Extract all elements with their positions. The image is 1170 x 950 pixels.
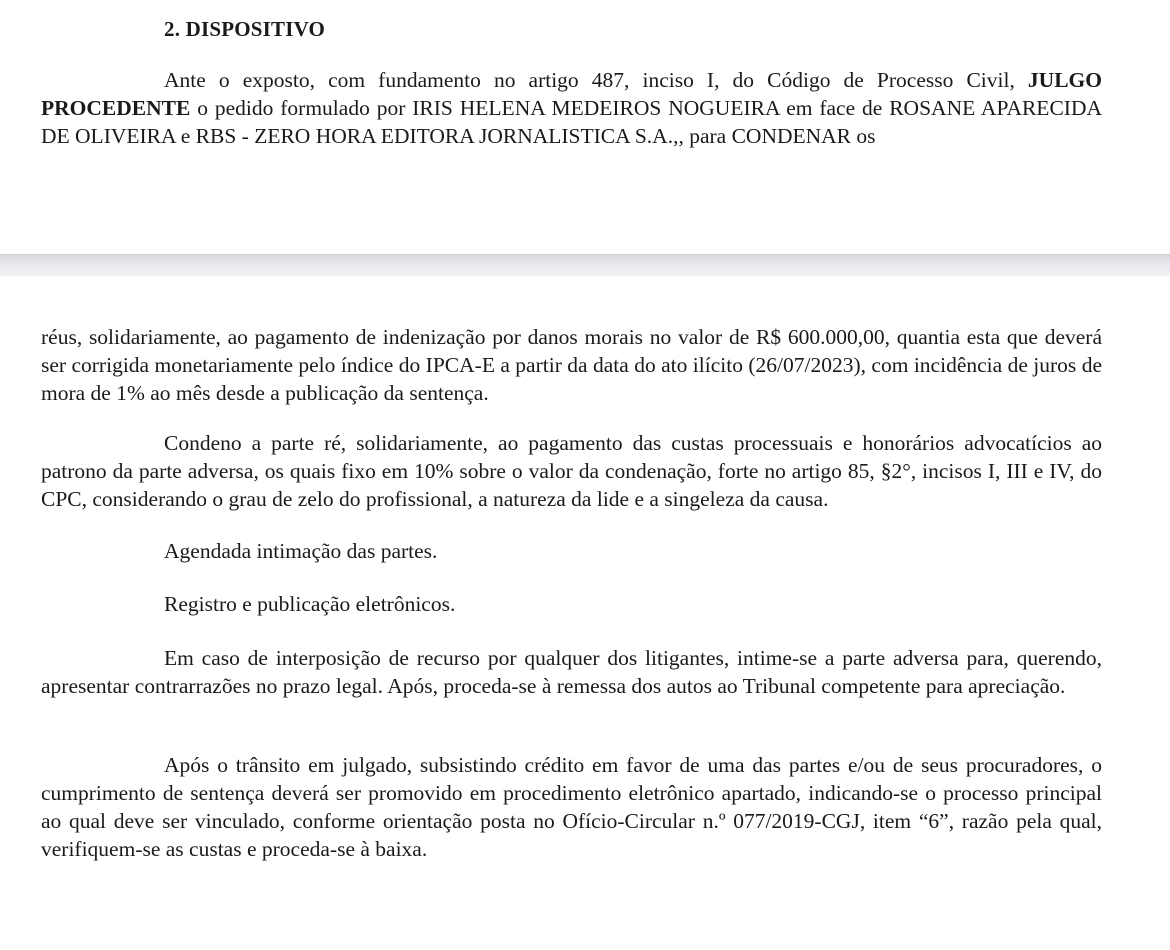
condemnation-paragraph: réus, solidariamente, ao pagamento de indenização por danos morais no valor de R$ 600.000,00, quantia esta que deverá ser corrigida monetariamente pelo índice do IPCA-E a partir da data do ato ilícito (26/07/2023), com incidência de juros de mora de 1% ao mês desde a publicação da sentença. (41, 325, 1102, 405)
document-page-1 (0, 0, 1170, 254)
paragraph-rest-text: o pedido formulado por IRIS HELENA MEDEIROS NOGUEIRA em face de ROSANE APARECIDA DE OLIVEIRA e RBS - ZERO HORA EDITORA JORNALISTICA S.A.,, para CONDENAR os (41, 96, 1102, 148)
intimation-paragraph: Agendada intimação das partes. (164, 539, 438, 563)
julgo-procedente-text: JULGO PROCEDENTE (41, 68, 1102, 120)
paragraph-intro-text: Ante o exposto, com fundamento no artigo 487, inciso I, do Código de Processo Civil, (164, 68, 1028, 92)
final-judgment-paragraph: Após o trânsito em julgado, subsistindo crédito em favor de uma das partes e/ou de seus procuradores, o cumprimento de sentença deverá ser promovido em procedimento eletrônico apartado, indicando-se o processo principal ao qual deve ser vinculado, conforme orientação posta no Ofício-Circular n.º 077/2019-CGJ, item “6”, razão pela qual, verifiquem-se as custas e proceda-se à baixa. (41, 753, 1102, 861)
costs-paragraph: Condeno a parte ré, solidariamente, ao pagamento das custas processuais e honorários advocatícios ao patrono da parte adversa, os quais fixo em 10% sobre o valor da condenação, forte no artigo 85, §2°, incisos I, III e IV, do CPC, considerando o grau de zelo do profissional, a natureza da lide e a singeleza da causa. (41, 431, 1102, 511)
registry-paragraph: Registro e publicação eletrônicos. (164, 592, 456, 616)
document-page-2 (0, 276, 1170, 950)
appeal-paragraph: Em caso de interposição de recurso por qualquer dos litigantes, intime-se a parte adversa para, querendo, apresentar contrarrazões no prazo legal. Após, proceda-se à remessa dos autos ao Tribunal competente para apreciação. (41, 646, 1102, 698)
dispositivo-paragraph (41, 66, 1102, 150)
page-separator (0, 254, 1170, 277)
section-heading: 2. DISPOSITIVO (164, 17, 326, 41)
